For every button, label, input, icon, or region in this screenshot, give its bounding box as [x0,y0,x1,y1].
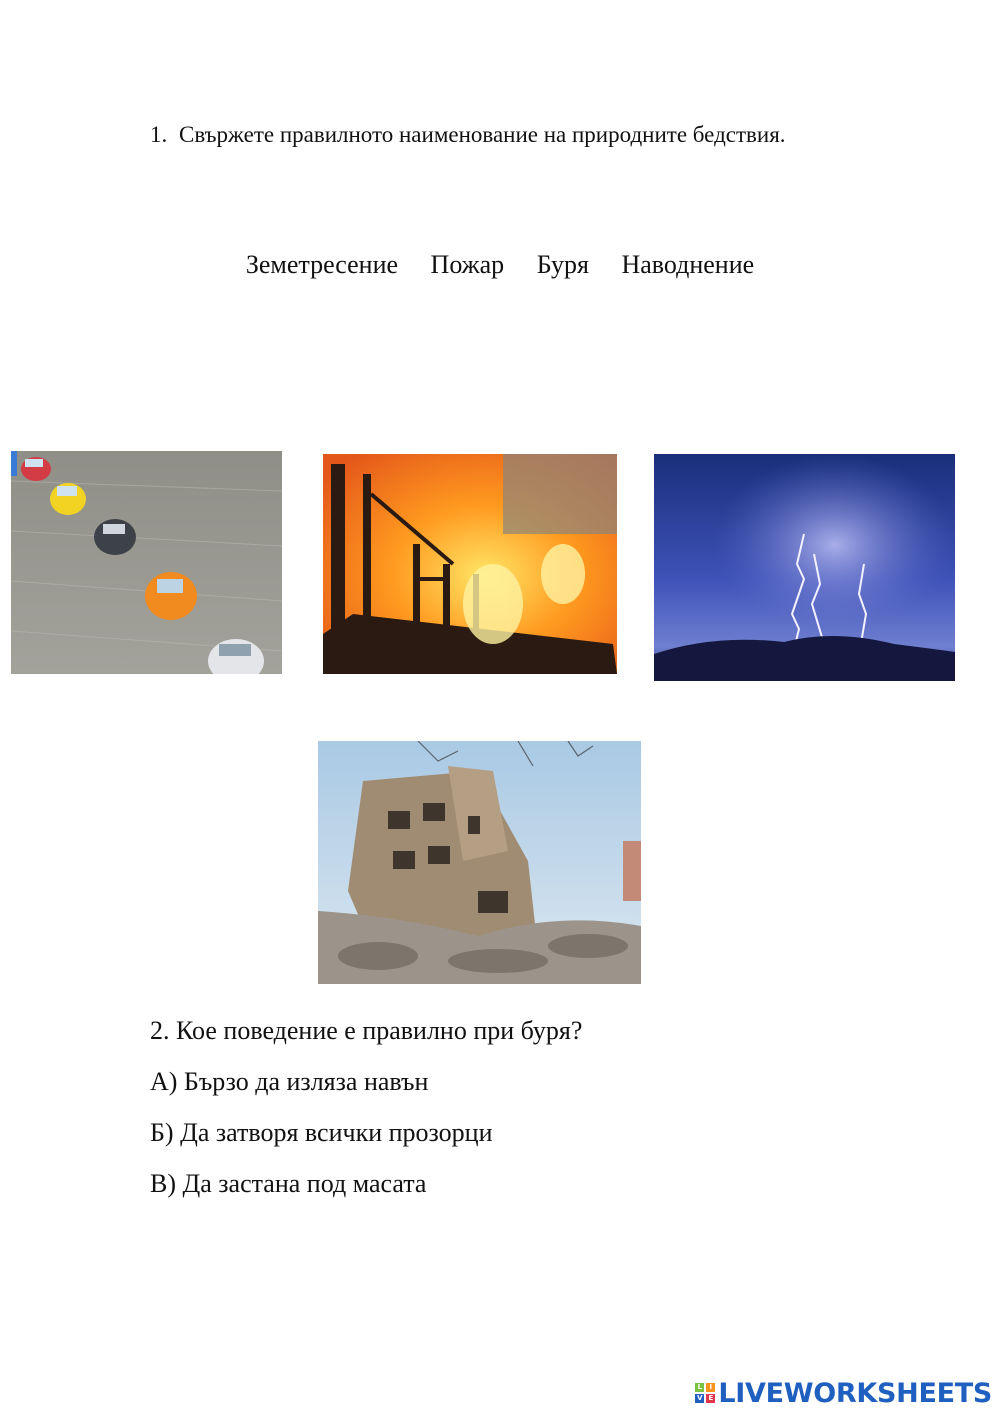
question-1 [150,118,830,152]
question-1-text: Свържете правилното наименование на природните бедствия. [179,122,786,147]
storm-photo[interactable] [654,454,955,681]
question-1-number: 1. [150,122,168,147]
logo-mark-icon: L I V E [695,1383,715,1403]
flood-photo[interactable] [11,451,282,674]
earthquake-photo[interactable] [318,741,641,984]
word-flood[interactable]: Наводнение [621,250,755,279]
car-red [21,457,51,481]
word-storm[interactable]: Буря [536,250,589,279]
word-fire[interactable]: Пожар [430,250,505,279]
question-2-prompt: 2. Кое поведение е правилно при буря? [150,1016,583,1045]
liveworksheets-logo [695,1373,992,1413]
word-bank [0,250,1000,280]
logo-text: LIVEWORKSHEETS [718,1377,992,1409]
option-c[interactable]: В) Да застана под масата [150,1169,427,1198]
fire-photo[interactable] [323,454,617,674]
word-earthquake[interactable]: Земетресение [245,250,399,279]
option-b[interactable]: Б) Да затворя всички прозорци [150,1118,493,1147]
car-orange [145,572,197,620]
car-dark [94,519,136,555]
option-a[interactable]: А) Бързо да изляза навън [150,1067,429,1096]
car-yellow [50,483,86,515]
